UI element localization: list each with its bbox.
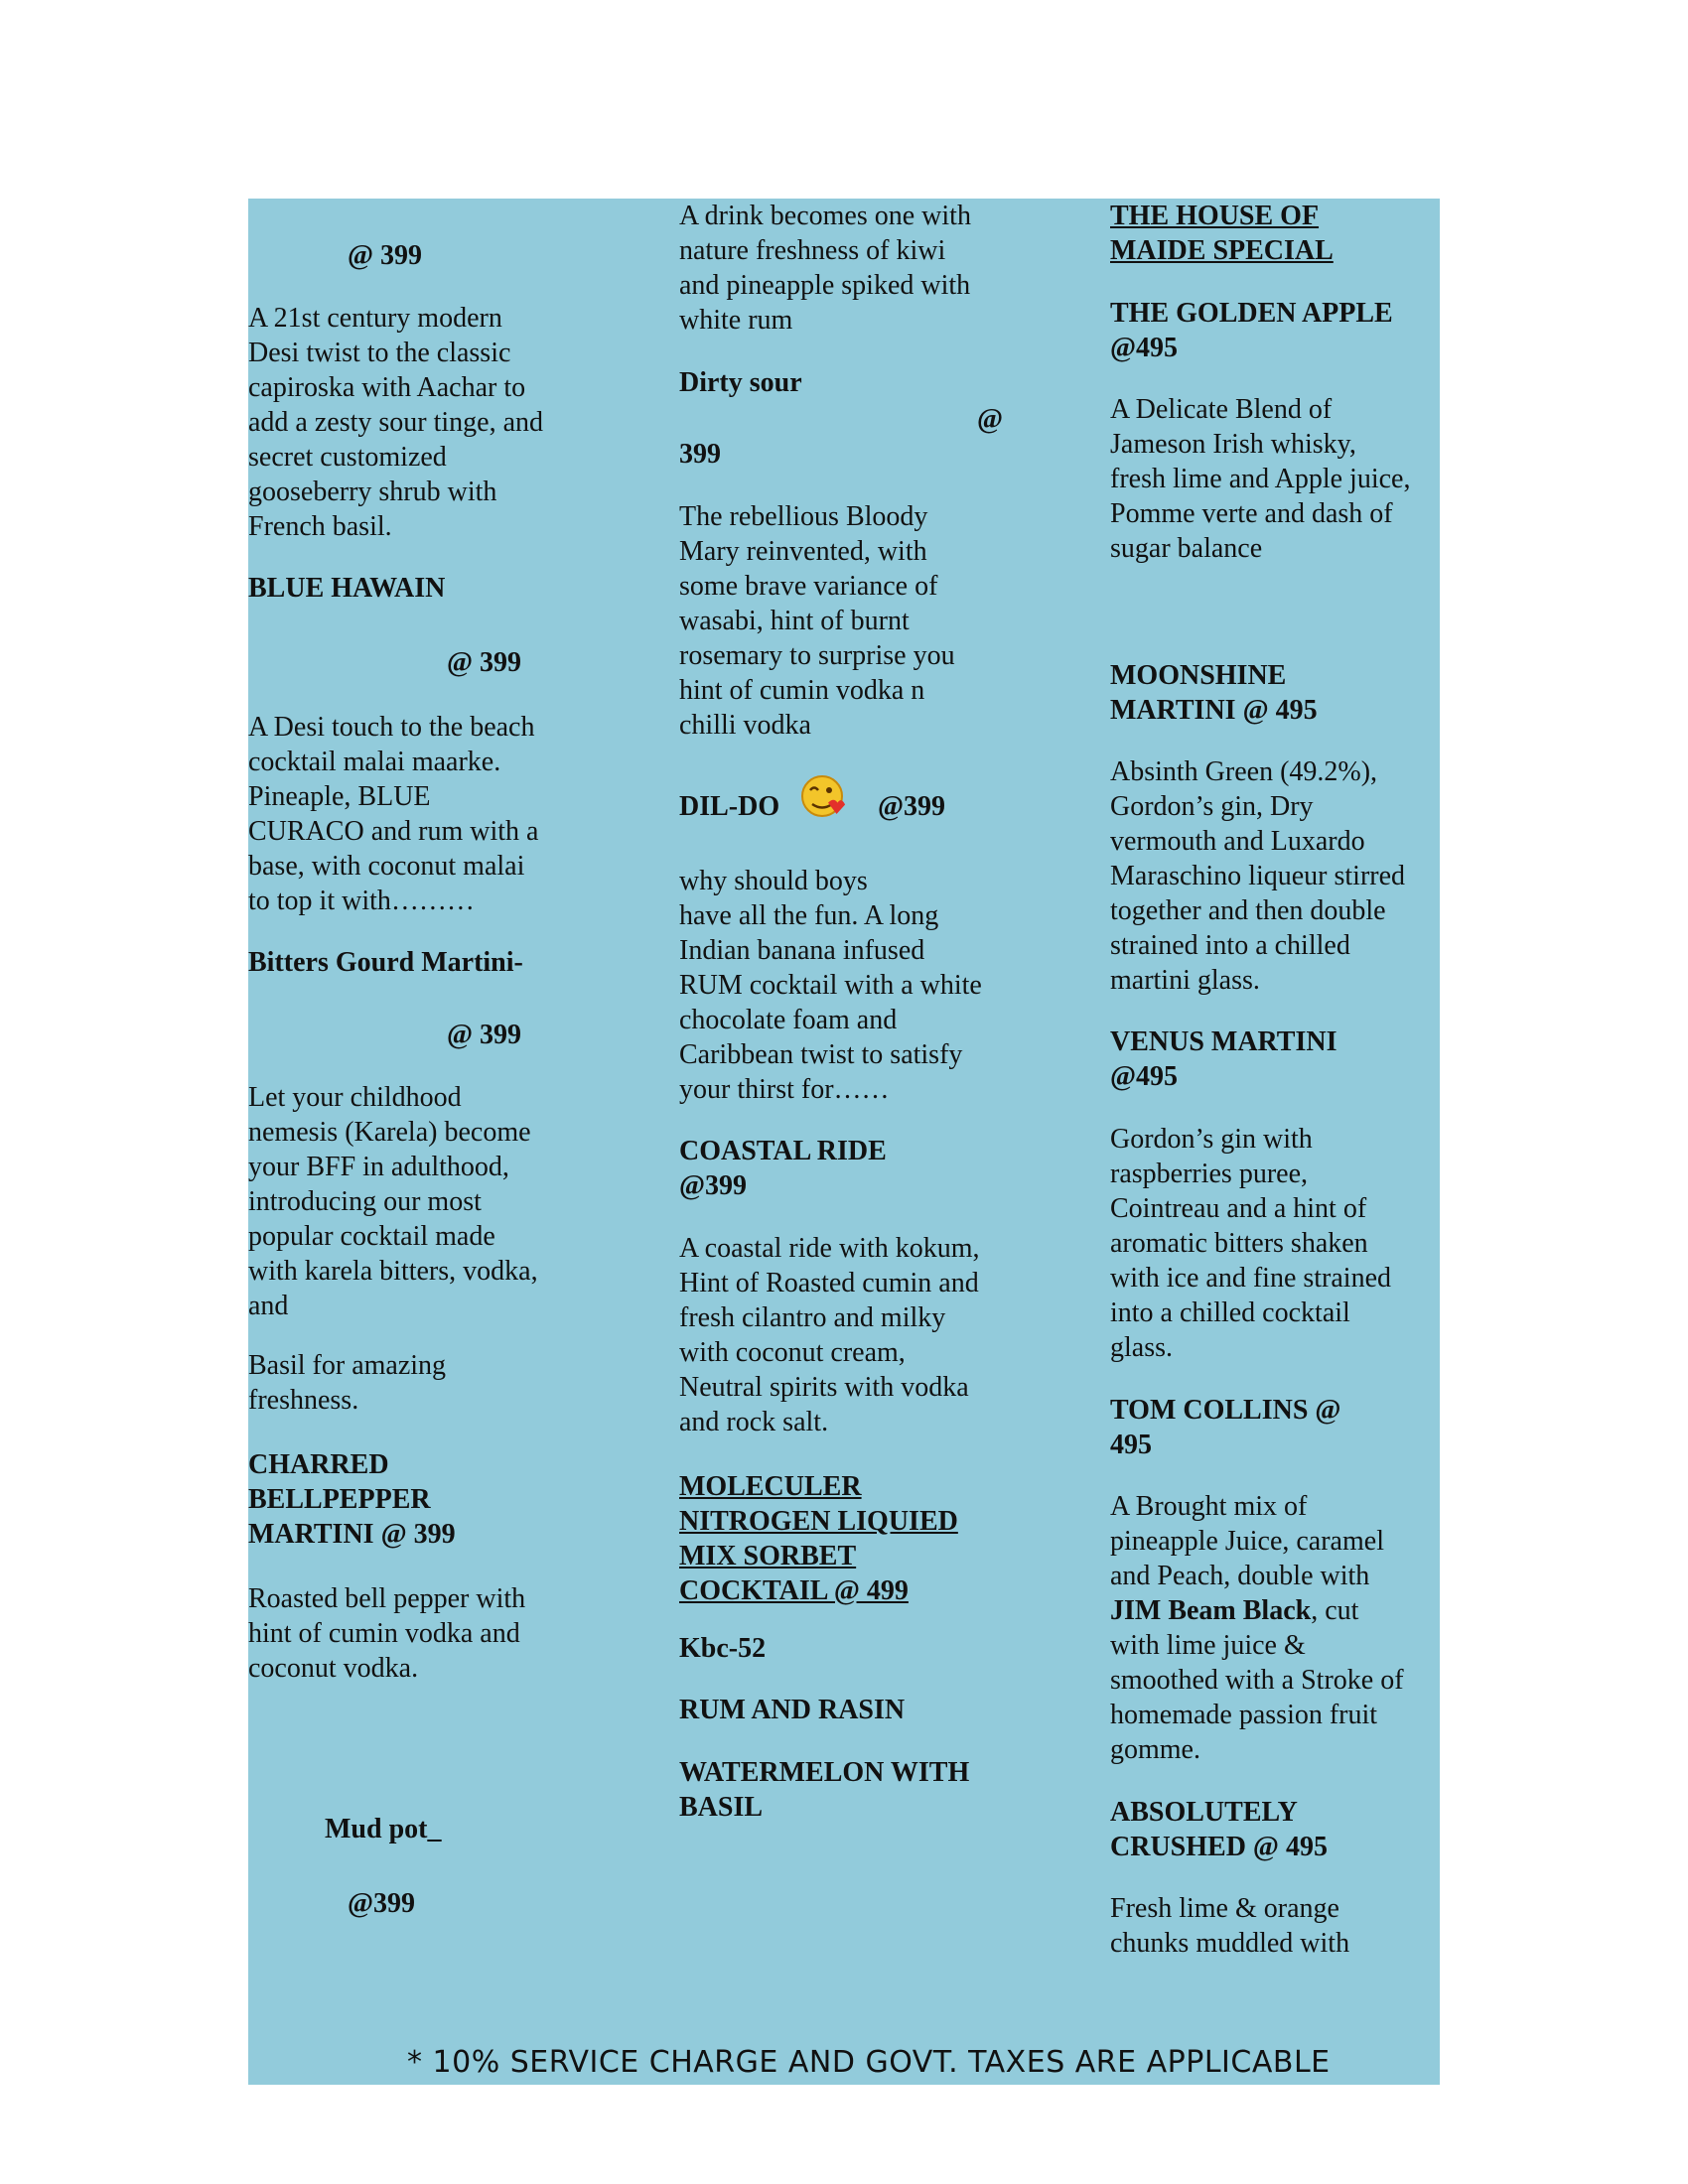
item-description: Absinth Green (49.2%), Gordon’s gin, Dry vermouth and Luxardo Maraschino liqueur stirred together and then double strained into a chilled martini glass. <box>1110 756 1406 996</box>
price-label: @399 <box>878 791 946 822</box>
item-name-golden-apple: THE GOLDEN APPLE @495 <box>1110 298 1393 363</box>
item-description: Gordon’s gin with raspberries puree, Cointreau and a hint of aromatic bitters shaken with ice and fine strained into a chilled cocktail glass. <box>1110 1124 1392 1363</box>
item-name-moonshine-martini: MOONSHINE MARTINI @ 495 <box>1110 660 1318 726</box>
item-name-mud-pot: Mud pot_ <box>325 1814 442 1844</box>
item-description: Roasted bell pepper with hint of cumin vodka and coconut vodka. <box>248 1583 526 1684</box>
description-text: , cut with lime juice & smoothed with a Stroke of homemade passion fruit gomme. <box>1110 1595 1404 1765</box>
item-description <box>1110 1489 1404 1767</box>
price-label: @ <box>977 404 1004 435</box>
menu-panel <box>248 199 1440 2085</box>
item-name-watermelon-basil: WATERMELON WITH BASIL <box>679 1757 970 1823</box>
price-label: @ 399 <box>447 647 522 678</box>
item-name-blue-hawain: BLUE HAWAIN <box>248 573 446 604</box>
price-label: 399 <box>679 439 721 470</box>
footer-note: * 10% SERVICE CHARGE AND GOVT. TAXES ARE APPLICABLE <box>407 2045 1331 2080</box>
item-description: why should boys have all the fun. A long Indian banana infused RUM cocktail with a white chocolate foam and Caribbean twist to satisfy your thirst for…… <box>679 866 982 1105</box>
winking-face-emoji-icon <box>798 774 852 822</box>
item-description: The rebellious Bloody Mary reinvented, with some brave variance of wasabi, hint of burnt rosemary to surprise you hint of cumin vodka n chilli vodka <box>679 501 955 741</box>
item-description: Basil for amazing freshness. <box>248 1350 447 1416</box>
brand-highlight: JIM Beam Black <box>1110 1595 1312 1626</box>
item-name-rum-and-rasin: RUM AND RASIN <box>679 1695 906 1725</box>
item-name-charred-bellpepper: CHARRED BELLPEPPER MARTINI @ 399 <box>248 1449 456 1550</box>
price-label: @399 <box>348 1888 416 1919</box>
item-description: A Desi touch to the beach cocktail malai maarke. Pineaple, BLUE CURACO and rum with a base, with coconut malai to top it with……… <box>248 712 539 916</box>
item-description: Fresh lime & orange chunks muddled with <box>1110 1893 1350 1959</box>
item-description: A Delicate Blend of Jameson Irish whisky, fresh lime and Apple juice, Pomme verte and dash of sugar balance <box>1110 394 1411 564</box>
item-name-kbc-52: Kbc-52 <box>679 1633 767 1664</box>
item-name-dil-do: DIL-DO <box>679 791 780 822</box>
item-name-bitters-gourd: Bitters Gourd Martini- <box>248 947 523 978</box>
description-text: A Brought mix of pineapple Juice, caramel and Peach, double with <box>1110 1491 1384 1591</box>
item-name-coastal-ride: COASTAL RIDE @399 <box>679 1136 887 1201</box>
item-description: A drink becomes one with nature freshness of kiwi and pineapple spiked with white rum <box>679 201 971 336</box>
item-name-venus-martini: VENUS MARTINI @495 <box>1110 1026 1337 1092</box>
item-description: A coastal ride with kokum, Hint of Roasted cumin and fresh cilantro and milky with coconut cream, Neutral spirits with vodka and rock salt. <box>679 1233 980 1437</box>
section-heading-molecular: MOLECULER NITROGEN LIQUIED MIX SORBET COCKTAIL @ 499 <box>679 1471 958 1606</box>
item-name-dirty-sour: Dirty sour <box>679 367 802 398</box>
section-heading-house-special: THE HOUSE OF MAIDE SPECIAL <box>1110 201 1334 266</box>
price-label: @ 399 <box>447 1020 522 1050</box>
item-name-tom-collins: TOM COLLINS @ 495 <box>1110 1395 1341 1460</box>
item-description: A 21st century modern Desi twist to the classic capiroska with Aachar to add a zesty sour tinge, and secret customized gooseberry shrub with French basil. <box>248 303 544 542</box>
price-label: @ 399 <box>348 240 423 271</box>
item-description: Let your childhood nemesis (Karela) become your BFF in adulthood, introducing our most popular cocktail made with karela bitters, vodka, and <box>248 1082 538 1321</box>
item-name-absolutely-crushed: ABSOLUTELY CRUSHED @ 495 <box>1110 1797 1328 1862</box>
